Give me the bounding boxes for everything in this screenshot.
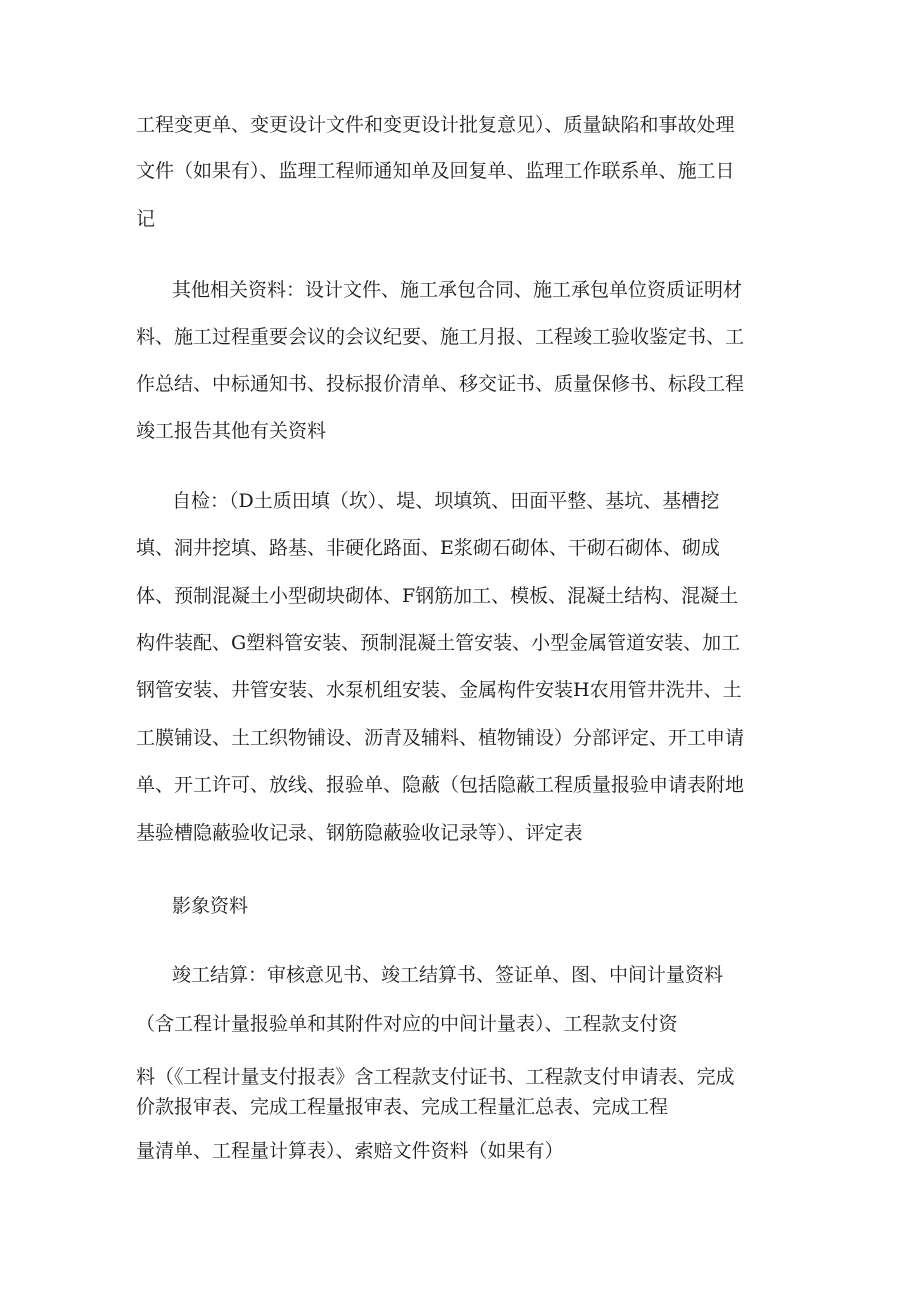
para-3-line-3: 体、预制混凝土小型砌块砌体、F钢筋加工、模板、混凝土结构、混凝土	[136, 585, 739, 607]
para-5-line-1: 竣工结算：审核意见书、竣工结算书、签证单、图、中间计量资料	[172, 964, 724, 986]
para-1-line-3: 记	[136, 208, 156, 230]
para-3-line-2: 填、洞井挖填、路基、非硬化路面、E浆砌石砌体、干砌石砌体、砌成	[136, 537, 720, 559]
para-1-line-1: 工程变更单、变更设计文件和变更设计批复意见）、质量缺陷和事故处理	[136, 114, 735, 136]
para-4-line-1: 影象资料	[172, 895, 249, 917]
para-3-line-1: 自检：（D土质田填（坎）、堤、坝填筑、田面平整、基坑、基槽挖	[172, 490, 720, 512]
para-5-line-2: （含工程计量报验单和其附件对应的中间计量表）、工程款支付资	[136, 1013, 678, 1035]
para-2-line-4: 竣工报告其他有关资料	[136, 420, 327, 442]
para-1-line-2: 文件（如果有）、监理工程师通知单及回复单、监理工作联系单、施工日	[136, 160, 735, 182]
para-3-line-5: 钢管安装、井管安装、水泵机组安装、金属构件安装H农用管井洗井、土	[136, 679, 742, 701]
para-2-line-1: 其他相关资料：设计文件、施工承包合同、施工承包单位资质证明材	[172, 279, 743, 301]
para-3-line-8: 基验槽隐蔽验收记录、钢筋隐蔽验收记录等）、评定表	[136, 822, 583, 844]
para-3-line-7: 单、开工许可、放线、报验单、隐蔽（包括隐蔽工程质量报验申请表附地	[136, 774, 745, 796]
para-2-line-2: 料、施工过程重要会议的会议纪要、施工月报、工程竣工验收鉴定书、工	[136, 326, 745, 348]
para-2-line-3: 作总结、中标通知书、投标报价清单、移交证书、质量保修书、标段工程	[136, 373, 745, 395]
para-5-line-3: 料（《工程计量支付报表》含工程款支付证书、工程款支付申请表、完成	[136, 1066, 735, 1088]
para-5-line-4: 价款报审表、完成工程量报审表、完成工程量汇总表、完成工程	[136, 1096, 669, 1118]
para-5-line-5: 量清单、工程量计算表）、索赔文件资料（如果有）	[136, 1140, 564, 1162]
para-3-line-6: 工膜铺设、土工织物铺设、沥青及辅料、植物铺设）分部评定、开工申请	[136, 727, 745, 749]
para-3-line-4: 构件装配、G塑料管安装、预制混凝土管安装、小型金属管道安装、加工	[136, 632, 741, 654]
